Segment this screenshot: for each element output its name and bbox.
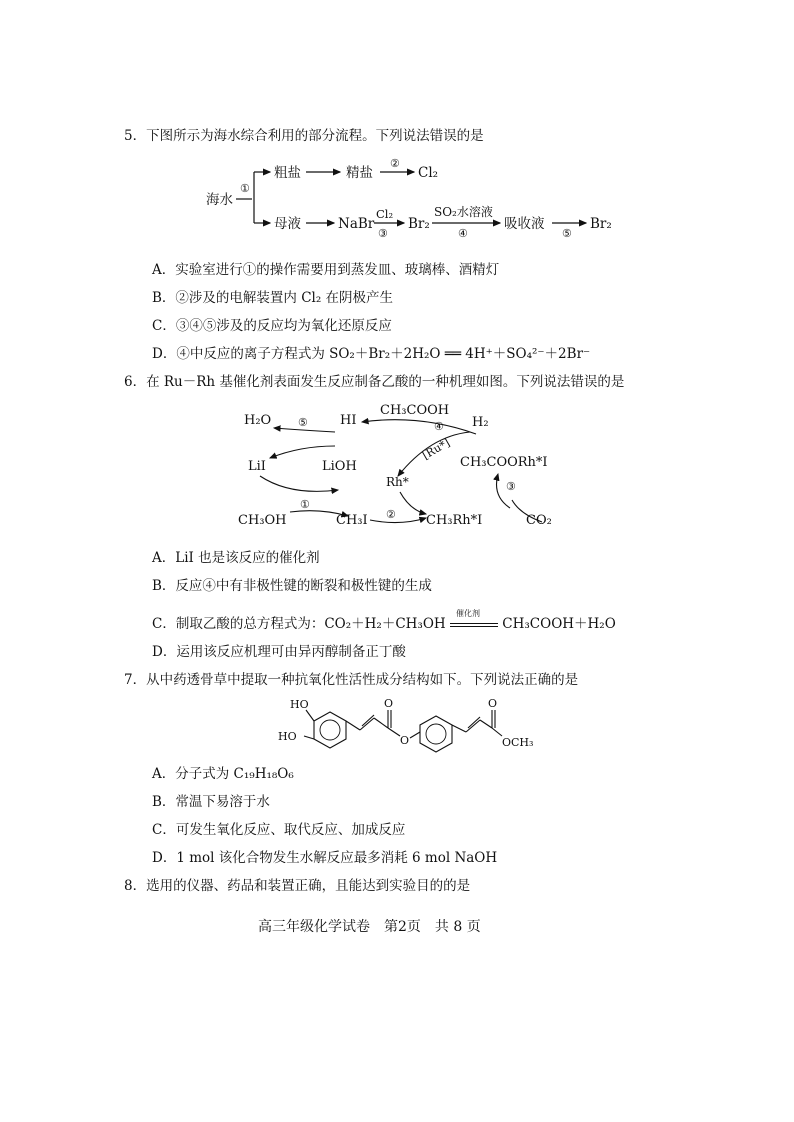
o-carbonyl2-label: O bbox=[488, 697, 498, 710]
q6-option-b: B．反应④中有非极性键的断裂和极性键的生成 bbox=[152, 578, 432, 594]
cl2-reagent-label: Cl₂ bbox=[376, 207, 394, 221]
q6-step4-label: ④ bbox=[434, 420, 444, 433]
aromatic-circle-1 bbox=[320, 720, 340, 740]
ho-top-label: HO bbox=[290, 698, 309, 711]
q5-option-b: B．②涉及的电解装置内 Cl₂ 在阴极产生 bbox=[152, 290, 394, 306]
catalyst-equals-sign bbox=[450, 608, 498, 632]
benzene-ring-1 bbox=[314, 712, 346, 748]
br2-label: Br₂ bbox=[408, 216, 430, 232]
q6-option-d: D．运用该反应机理可由异丙醇制备正丁酸 bbox=[152, 644, 406, 660]
q5-flow-diagram bbox=[200, 158, 620, 238]
chain1-bond3 bbox=[374, 718, 388, 728]
eq-line-top bbox=[450, 623, 498, 624]
h2o-label: H₂O bbox=[244, 413, 272, 428]
h2-label: H₂ bbox=[472, 415, 489, 430]
seawater-label: 海水 bbox=[206, 192, 233, 208]
q5-stem: 5．下图所示为海水综合利用的部分流程。下列说法错误的是 bbox=[124, 128, 484, 144]
hi-label: HI bbox=[340, 413, 357, 428]
absorbed-liquid-label: 吸收液 bbox=[504, 216, 545, 232]
q7-option-d: D．1 mol 该化合物发生水解反应最多消耗 6 mol NaOH bbox=[152, 850, 498, 866]
q7-option-a: A．分子式为 C₁₉H₁₈O₆ bbox=[152, 766, 294, 782]
refined-salt-label: 精盐 bbox=[346, 165, 373, 181]
q6-step1-label: ① bbox=[300, 498, 310, 511]
chain2-bond3 bbox=[480, 720, 492, 728]
lioh-label: LiOH bbox=[322, 459, 357, 474]
q5-step4-label: ④ bbox=[458, 227, 468, 238]
catalyst-label: 催化剂 bbox=[455, 608, 480, 618]
q7-option-b: B．常温下易溶于水 bbox=[152, 794, 270, 810]
chain2-bond1 bbox=[452, 725, 466, 732]
so2-solution-label: SO₂水溶液 bbox=[434, 205, 493, 219]
methoxy-bond bbox=[492, 728, 502, 736]
to-lii-arrow bbox=[270, 446, 335, 458]
chain2-bond2 bbox=[466, 720, 480, 732]
aromatic-circle-2 bbox=[426, 724, 446, 744]
eq-line-bottom bbox=[450, 626, 498, 627]
q6-stem: 6．在 Ru－Rh 基催化剂表面发生反应制备乙酸的一种机理如图。下列说法错误的是 bbox=[124, 374, 625, 390]
co2-label: CO₂ bbox=[526, 513, 552, 528]
ch3rhi-label: CH₃Rh*I bbox=[426, 513, 483, 528]
q5-step2-label: ② bbox=[390, 158, 400, 170]
ho-left-label: HO bbox=[278, 730, 297, 743]
chain1-bond1 bbox=[346, 721, 360, 730]
q7-stem: 7．从中药透骨草中提取一种抗氧化性活性成分结构如下。下列说法正确的是 bbox=[124, 672, 579, 688]
q6-mechanism-diagram bbox=[230, 396, 600, 532]
q5-step3-label: ③ bbox=[378, 227, 388, 238]
q6-step2-label: ② bbox=[386, 508, 396, 521]
ch3i-to-ch3rhi-arrow bbox=[370, 518, 426, 523]
benzene-ring-2 bbox=[420, 716, 452, 752]
och3-label: OCH₃ bbox=[502, 736, 534, 749]
q5-step5-label: ⑤ bbox=[562, 227, 572, 238]
rh-to-ch3rhi-arrow bbox=[400, 492, 426, 514]
ester-bond1 bbox=[388, 728, 400, 736]
cl2-label: Cl₂ bbox=[418, 165, 439, 181]
q6-option-c-products: CH₃COOH＋H₂O bbox=[502, 616, 616, 632]
q7-option-c: C．可发生氧化反应、取代反应、加成反应 bbox=[152, 822, 406, 838]
to-hi-arrow bbox=[362, 420, 476, 434]
q5-option-d: D．④中反应的离子方程式为 SO₂＋Br₂＋2H₂O ══ 4H⁺＋SO₄²⁻＋2Br⁻ bbox=[152, 346, 591, 362]
crude-salt-label: 粗盐 bbox=[274, 165, 301, 181]
oh-bond-left bbox=[304, 736, 314, 739]
ester-bond2 bbox=[410, 732, 420, 738]
chain1-double bbox=[362, 715, 374, 726]
o-ester-label: O bbox=[400, 734, 410, 747]
chain1-bond2 bbox=[360, 718, 374, 730]
ch3i-label: CH₃I bbox=[336, 513, 368, 528]
ch3oh-label: CH₃OH bbox=[238, 513, 287, 528]
q8-stem: 8．选用的仪器、药品和装置正确，且能达到实验目的的是 bbox=[124, 878, 471, 894]
q5-option-a: A．实验室进行①的操作需要用到蒸发皿、玻璃棒、酒精灯 bbox=[152, 262, 500, 278]
q7-structure bbox=[270, 694, 560, 760]
lii-label: LiI bbox=[248, 459, 266, 474]
br2-final-label: Br₂ bbox=[590, 216, 612, 232]
q6-option-c-text: C．制取乙酸的总方程式为：CO₂＋H₂＋CH₃OH bbox=[152, 616, 446, 632]
ch3coorhi-label: CH₃COORh*I bbox=[460, 455, 548, 470]
q6-option-c bbox=[152, 608, 616, 632]
q5-step1-label: ① bbox=[240, 182, 250, 195]
lii-to-lioh-arrow bbox=[260, 476, 338, 491]
o-carbonyl1-label: O bbox=[384, 697, 394, 710]
rh-label: Rh* bbox=[386, 475, 409, 489]
ru-label: [Ru*] bbox=[420, 436, 453, 463]
page-footer: 高三年级化学试卷 第2页 共 8 页 bbox=[258, 919, 481, 935]
oh-bond-top bbox=[306, 710, 314, 721]
q6-option-a: A．LiI 也是该反应的催化剂 bbox=[152, 550, 320, 566]
mother-liquor-label: 母液 bbox=[274, 216, 301, 232]
ch3cooh-label: CH₃COOH bbox=[380, 403, 450, 418]
chain2-double bbox=[468, 717, 480, 728]
q6-step5-label: ⑤ bbox=[298, 416, 308, 429]
nabr-label: NaBr bbox=[338, 216, 375, 232]
q6-step3-label: ③ bbox=[506, 480, 516, 493]
q5-option-c: C．③④⑤涉及的反应均为氧化还原反应 bbox=[152, 318, 392, 334]
